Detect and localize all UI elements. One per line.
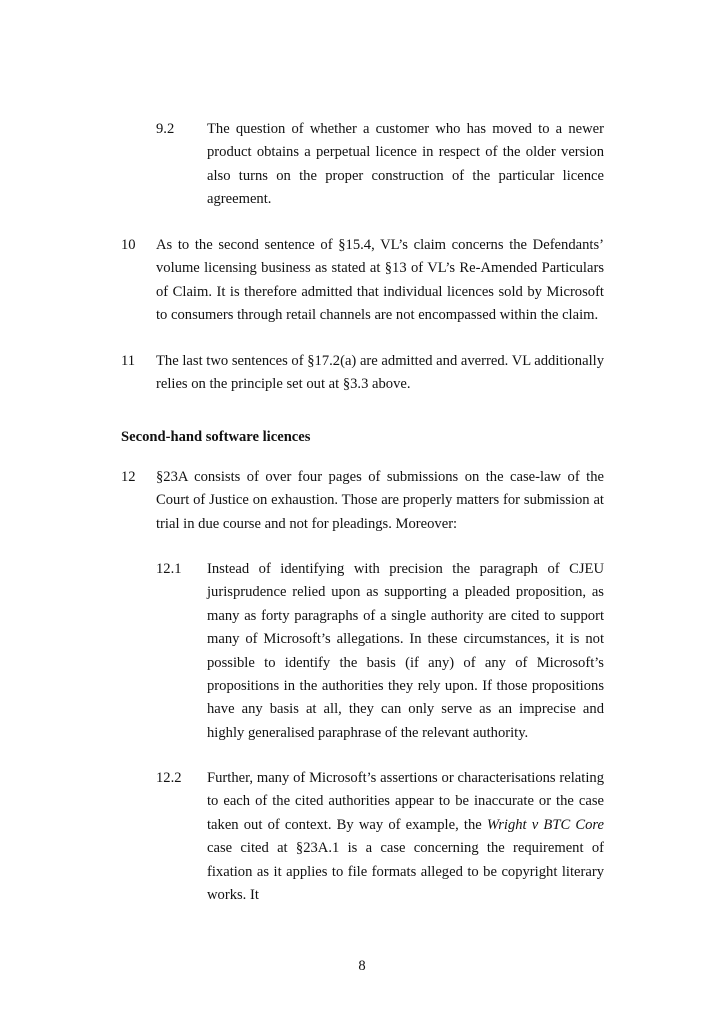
paragraph-12-2	[207, 767, 604, 907]
paragraph-12: §23A consists of over four pages of submissions on the case-law of the Court of Justice on exhaustion. Those are properly matters for submission at trial in due course and not for pleadings. Moreover:	[156, 469, 604, 532]
paragraph-number-9-2: 9.2	[156, 121, 175, 137]
paragraph-number-12-2: 12.2	[156, 770, 182, 786]
paragraph-10: As to the second sentence of §15.4, VL’s claim concerns the Defendants’ volume licensing business as stated at §13 of VL’s Re-Amended Particulars of Claim. It is therefore admitted that individual licences sold by Microsoft to consumers through retail channels are not encompassed within the claim.	[156, 237, 604, 324]
paragraph-12-2-text-b: case cited at §23A.1 is a case concerning the requirement of fixation as it applies to file formats alleged to be copyright literary works. It	[207, 840, 604, 904]
paragraph-number-12: 12	[121, 469, 136, 485]
paragraph-number-12-1: 12.1	[156, 561, 182, 577]
paragraph-12-2-text-a: Further, many of Microsoft’s assertions or characterisations relating to each of the cited authorities appear to be inaccurate or the case taken out of context. By way of example, the	[207, 770, 604, 833]
paragraph-9-2: The question of whether a customer who has moved to a newer product obtains a perpetual licence in respect of the older version also turns on the proper construction of the particular licence agreement.	[207, 121, 604, 208]
case-name-italic: Wright v BTC Core	[486, 816, 604, 833]
paragraph-number-11: 11	[121, 353, 136, 369]
section-heading: Second-hand software licences	[121, 429, 311, 445]
paragraph-number-10: 10	[121, 237, 136, 253]
paragraph-11: The last two sentences of §17.2(a) are admitted and averred. VL additionally relies on the principle set out at §3.3 above.	[156, 353, 604, 393]
page-number: 8	[358, 958, 366, 974]
paragraph-12-1: Instead of identifying with precision the paragraph of CJEU jurisprudence relied upon as supporting a pleaded proposition, as many as forty paragraphs of a single authority are cited to support many of Microsoft’s allegations. In these circumstances, it is not possible to identify the basis (if any) of any of Microsoft’s propositions in the authorities they rely upon. If those propositions have any basis at all, they can only serve as an imprecise and highly generalised paraphrase of the relevant authority.	[207, 561, 604, 741]
